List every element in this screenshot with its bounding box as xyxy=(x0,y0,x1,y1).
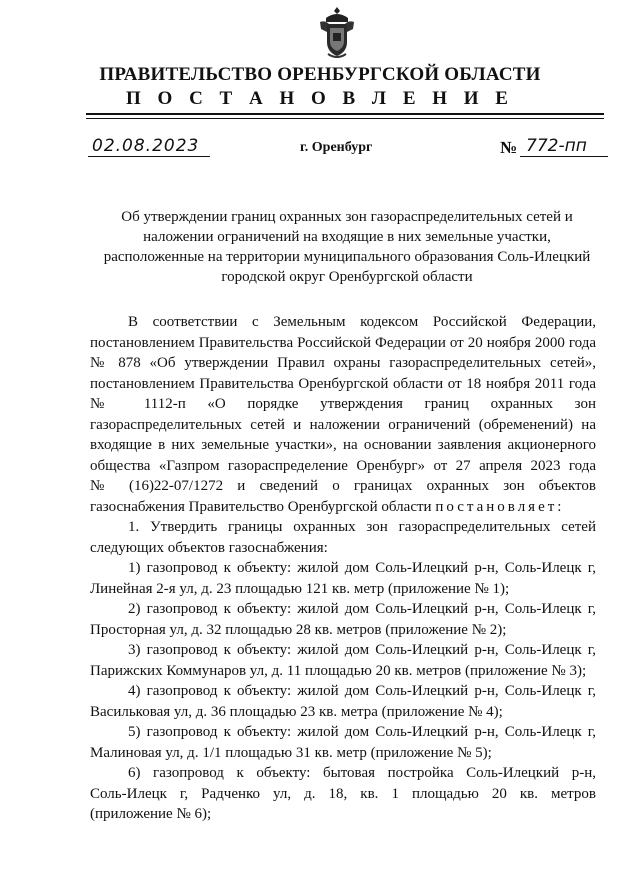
subitem-line: 2) газопровод к объекту: жилой дом Соль-Илецкий р-н, Соль-Илецк г, xyxy=(128,601,596,617)
document-type: П О С Т А Н О В Л Е Н И Е xyxy=(126,88,514,109)
header-rule-thick xyxy=(86,113,604,115)
body-line: № 1112-п «О порядке утверждения границ охранных зон xyxy=(90,396,596,412)
document-date: 02.08.2023 xyxy=(88,136,210,157)
body-line: постановлением Правительства Оренбургской области от 18 ноября 2011 года xyxy=(90,375,596,392)
subitem-line: Васильковая ул, д. 36 площадью 23 кв. метра (приложение № 4); xyxy=(90,703,503,720)
subitem-line: 4) газопровод к объекту: жилой дом Соль-Илецкий р-н, Соль-Илецк г, xyxy=(128,683,596,699)
body-line: № 878 «Об утверждении Правил охраны газораспределительных сетей», xyxy=(90,355,596,371)
body-line: входящие в них земельные участки», на основании заявления акционерного xyxy=(90,437,596,453)
item-line: следующих объектов газоснабжения: xyxy=(90,539,328,556)
number-sign: № xyxy=(500,138,518,157)
item-line: 1. Утвердить границы охранных зон газораспределительных сетей xyxy=(128,519,596,535)
subitem-line: Линейная 2-я ул, д. 23 площадью 121 кв. метр (приложение № 1); xyxy=(90,580,510,597)
document-number: 772-пп xyxy=(520,136,608,157)
title-line: Об утверждении границ охранных зон газораспределительных сетей и xyxy=(121,209,573,225)
subitem-line: Малиновая ул, д. 1/1 площадью 31 кв. метр (приложение № 5); xyxy=(90,744,492,761)
resolution-word: постановляет: xyxy=(435,498,565,515)
subitem-line: Просторная ул, д. 32 площадью 28 кв. метров (приложение № 2); xyxy=(90,621,507,638)
body-line xyxy=(90,497,596,518)
subitem-line: 1) газопровод к объекту: жилой дом Соль-Илецкий р-н, Соль-Илецк г, xyxy=(128,560,596,576)
title-line: наложении ограничений на входящие в них земельные участки, xyxy=(143,229,551,245)
body-line: общества «Газпром газораспределение Оренбург» от 27 апреля 2023 года xyxy=(90,457,596,474)
subitem-line: 6) газопровод к объекту: бытовая постройка Соль-Илецкий р-н, xyxy=(128,765,596,781)
header-rule-thin xyxy=(86,118,604,119)
subitem-line: (приложение № 6); xyxy=(90,806,212,822)
subitem-line: Парижских Коммунаров ул, д. 11 площадью 20 кв. метров (приложение № 3); xyxy=(90,662,587,679)
body-text: газоснабжения Правительство Оренбургской области xyxy=(90,498,436,515)
document-title xyxy=(90,207,604,287)
subitem-line: 3) газопровод к объекту: жилой дом Соль-Илецкий р-н, Соль-Илецк г, xyxy=(128,642,596,658)
body-line: постановлением Правительства Российской Федерации от 20 ноября 2000 года xyxy=(90,334,596,351)
title-line: городской округ Оренбургской области xyxy=(221,269,473,285)
document-city: г. Оренбург xyxy=(300,140,373,155)
body-line: № (16)22-07/1272 и сведений о границах охранных зон объектов xyxy=(90,478,596,494)
title-line: расположенные на территории муниципального образования Соль-Илецкий xyxy=(103,249,591,265)
body-line: В соответствии с Земельным кодексом Российской Федерации, xyxy=(128,314,596,330)
organization-name: ПРАВИТЕЛЬСТВО ОРЕНБУРГСКОЙ ОБЛАСТИ xyxy=(99,64,541,85)
document-body xyxy=(90,312,596,825)
subitem-line: Соль-Илецк г, Радченко ул, д. 18, кв. 1 площадью 20 кв. метров xyxy=(90,785,596,802)
coat-of-arms-icon xyxy=(318,6,356,60)
body-line: газораспределительных сетей и наложении ограничений (обременений) на xyxy=(90,416,596,433)
subitem-line: 5) газопровод к объекту: жилой дом Соль-Илецкий р-н, Соль-Илецк г, xyxy=(128,724,596,740)
